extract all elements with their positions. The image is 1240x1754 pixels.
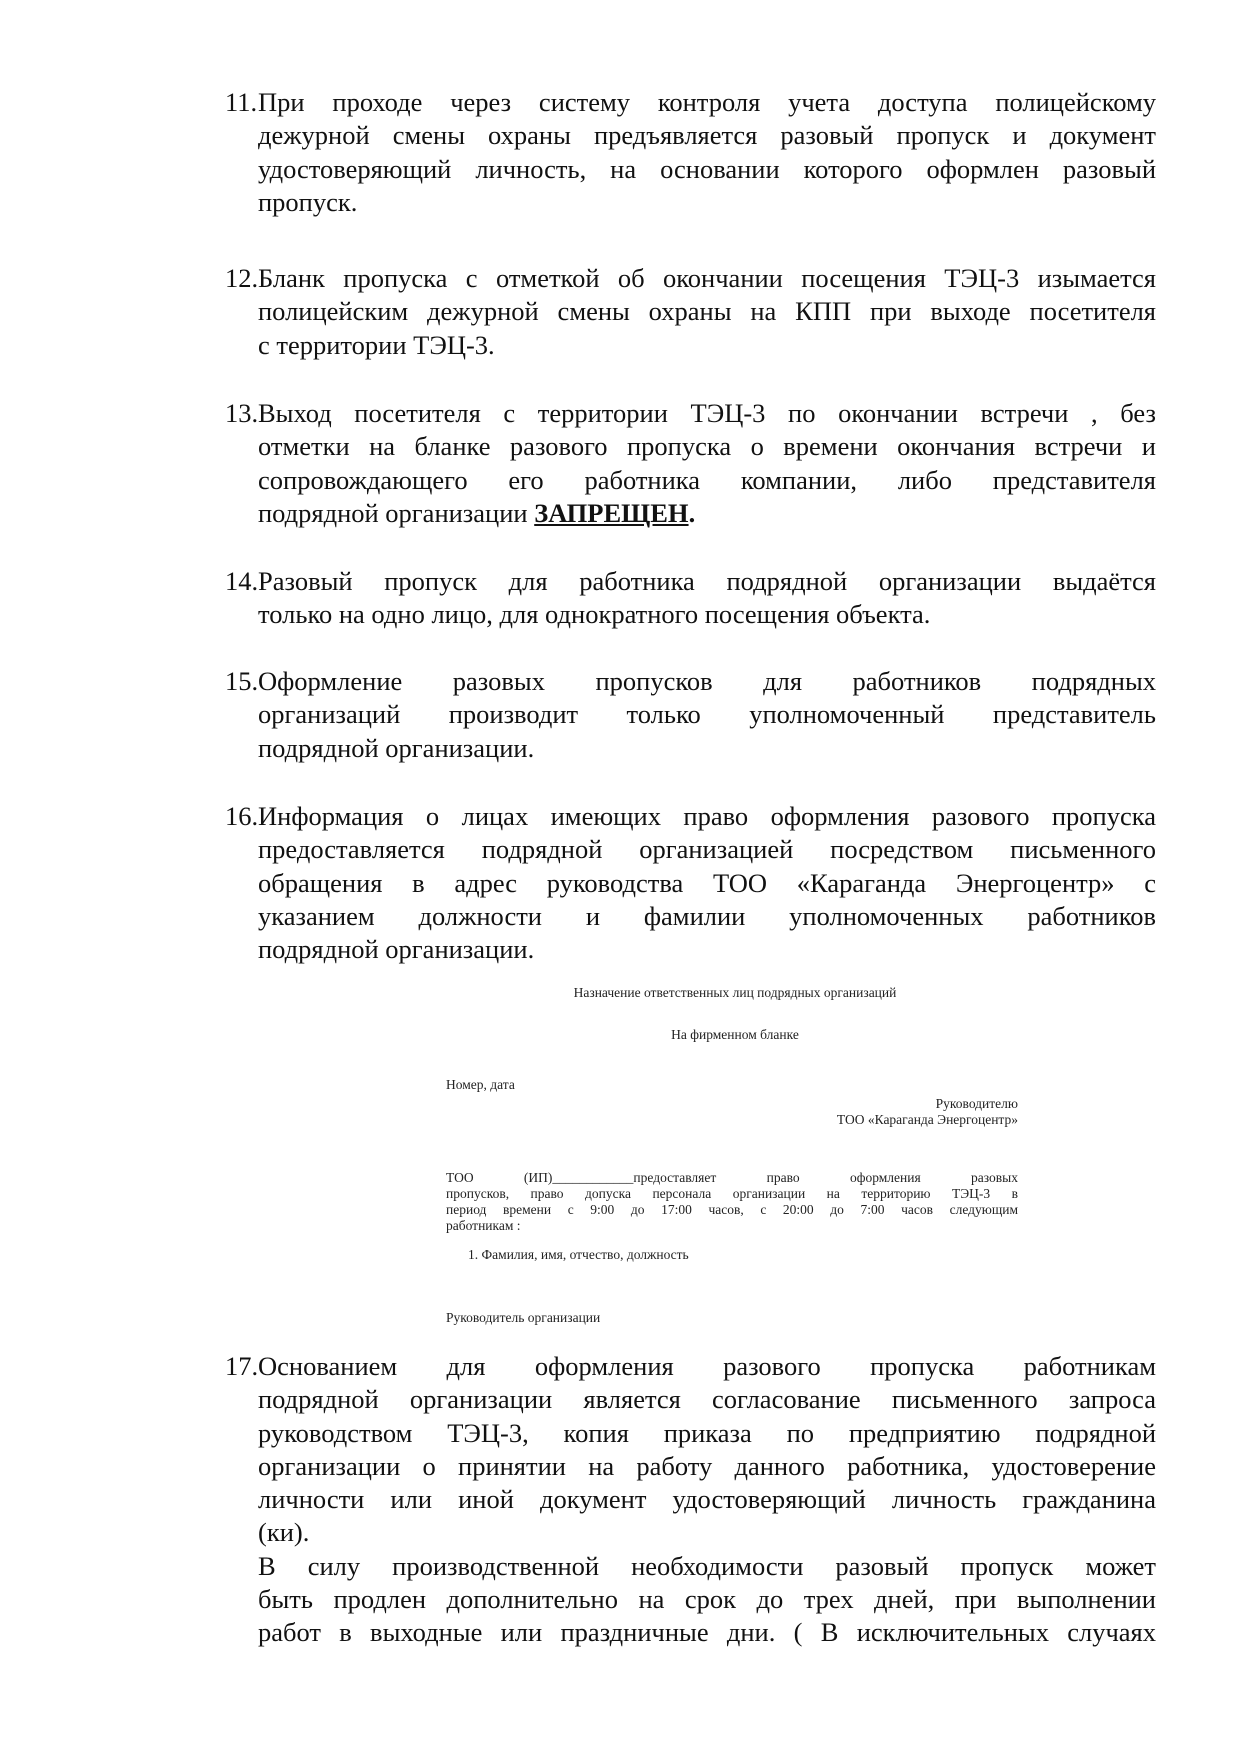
- clause-line: удостоверяющий личность, на основании которого оформлен разовый: [258, 153, 1156, 184]
- clause-line: организаций производит только уполномоченный представитель: [258, 699, 1156, 730]
- clause-number: 16.: [225, 801, 259, 831]
- clause-11: [225, 86, 1156, 219]
- sample-addressee: Руководителю: [935, 1096, 1018, 1111]
- sample-body-line: период времени с 9:00 до 17:00 часов, с 20:00 до 7:00 часов следующим: [446, 1202, 1018, 1217]
- clause-number: 13.: [225, 398, 259, 428]
- sample-body-line: ТОО (ИП)____________предоставляет право оформления разовых: [446, 1170, 1018, 1185]
- sample-signature: Руководитель организации: [446, 1310, 601, 1325]
- clause-number: 14.: [225, 566, 259, 596]
- clause-line: быть продлен дополнительно на срок до трех дней, при выполнении: [258, 1584, 1156, 1615]
- clause-line: дежурной смены охраны предъявляется разовый пропуск и документ: [258, 120, 1156, 151]
- clause-17: [225, 1350, 1156, 1650]
- clause-number: 17.: [225, 1351, 259, 1381]
- clause-line: (ки).: [258, 1517, 310, 1548]
- clause-line: обращения в адрес руководства ТОО «Караганда Энергоцентр» с: [258, 867, 1156, 898]
- clause-line: только на одно лицо, для однократного посещения объекта.: [258, 599, 931, 630]
- sample-letter: [440, 985, 1030, 1335]
- clause-line: личности или иной документ удостоверяющий личность гражданина: [258, 1484, 1156, 1515]
- clause-text: .: [688, 497, 696, 528]
- clause-line: отметки на бланке разового пропуска о времени окончания встречи и: [258, 431, 1156, 462]
- clause-line: Выход посетителя с территории ТЭЦ-3 по окончании встречи , без: [258, 398, 1156, 428]
- sample-body: [446, 1170, 1018, 1234]
- clause-line: пропуск.: [258, 186, 358, 217]
- clause-line: подрядной организации является согласование письменного запроса: [258, 1384, 1156, 1415]
- sample-body-line: пропусков, право допуска персонала организации на территорию ТЭЦ-3 в: [446, 1186, 1018, 1201]
- clause-number: 11.: [225, 87, 258, 117]
- clause-line: При проходе через систему контроля учета доступа полицейскому: [258, 87, 1156, 117]
- prohibited-emphasis: ЗАПРЕЩЕН: [534, 497, 689, 528]
- sample-body-line: работникам :: [446, 1218, 521, 1233]
- clause-16: [225, 800, 1156, 966]
- clause-line: предоставляется подрядной организацией посредством письменного: [258, 834, 1156, 865]
- clause-line: работ в выходные или праздничные дни. ( В исключительных случаях: [258, 1617, 1156, 1648]
- clause-line: Разовый пропуск для работника подрядной организации выдаётся: [258, 566, 1156, 596]
- clause-line: указанием должности и фамилии уполномоченных работников: [258, 900, 1156, 931]
- clause-line: В силу производственной необходимости разовый пропуск может: [258, 1550, 1156, 1581]
- clause-line: сопровождающего его работника компании, либо представителя: [258, 464, 1156, 495]
- clause-line: подрядной организации.: [258, 934, 535, 965]
- clause-line: подрядной организации.: [258, 732, 535, 763]
- clause-15: [225, 665, 1156, 765]
- clause-number: 15.: [225, 666, 259, 696]
- sample-addressee-org: ТОО «Караганда Энергоцентр»: [836, 1112, 1018, 1127]
- clause-line: полицейским дежурной смены охраны на КПП при выходе посетителя: [258, 296, 1156, 327]
- clause-line: Информация о лицах имеющих право оформления разового пропуска: [258, 801, 1156, 831]
- clause-line: организации о принятии на работу данного работника, удостоверение: [258, 1450, 1156, 1481]
- clause-12: [225, 262, 1156, 362]
- clause-line: с территории ТЭЦ-3.: [258, 329, 495, 360]
- clause-14: [225, 565, 1156, 632]
- clause-line: Оформление разовых пропусков для работников подрядных: [258, 666, 1156, 696]
- clause-number: 12.: [225, 263, 259, 293]
- sample-list-item: 1. Фамилия, имя, отчество, должность: [468, 1247, 689, 1262]
- sample-subtitle: На фирменном бланке: [671, 1027, 799, 1042]
- sample-number-date: Номер, дата: [446, 1077, 515, 1092]
- clause-line: руководством ТЭЦ-3, копия приказа по предприятию подрядной: [258, 1417, 1156, 1448]
- clause-line: [225, 497, 1156, 530]
- clause-line: Основанием для оформления разового пропуска работникам: [258, 1351, 1156, 1381]
- clause-line: Бланк пропуска с отметкой об окончании посещения ТЭЦ-3 изымается: [258, 263, 1156, 293]
- clause-13: [225, 397, 1156, 530]
- clause-text: подрядной организации: [258, 497, 535, 528]
- sample-title: Назначение ответственных лиц подрядных организаций: [573, 985, 897, 1000]
